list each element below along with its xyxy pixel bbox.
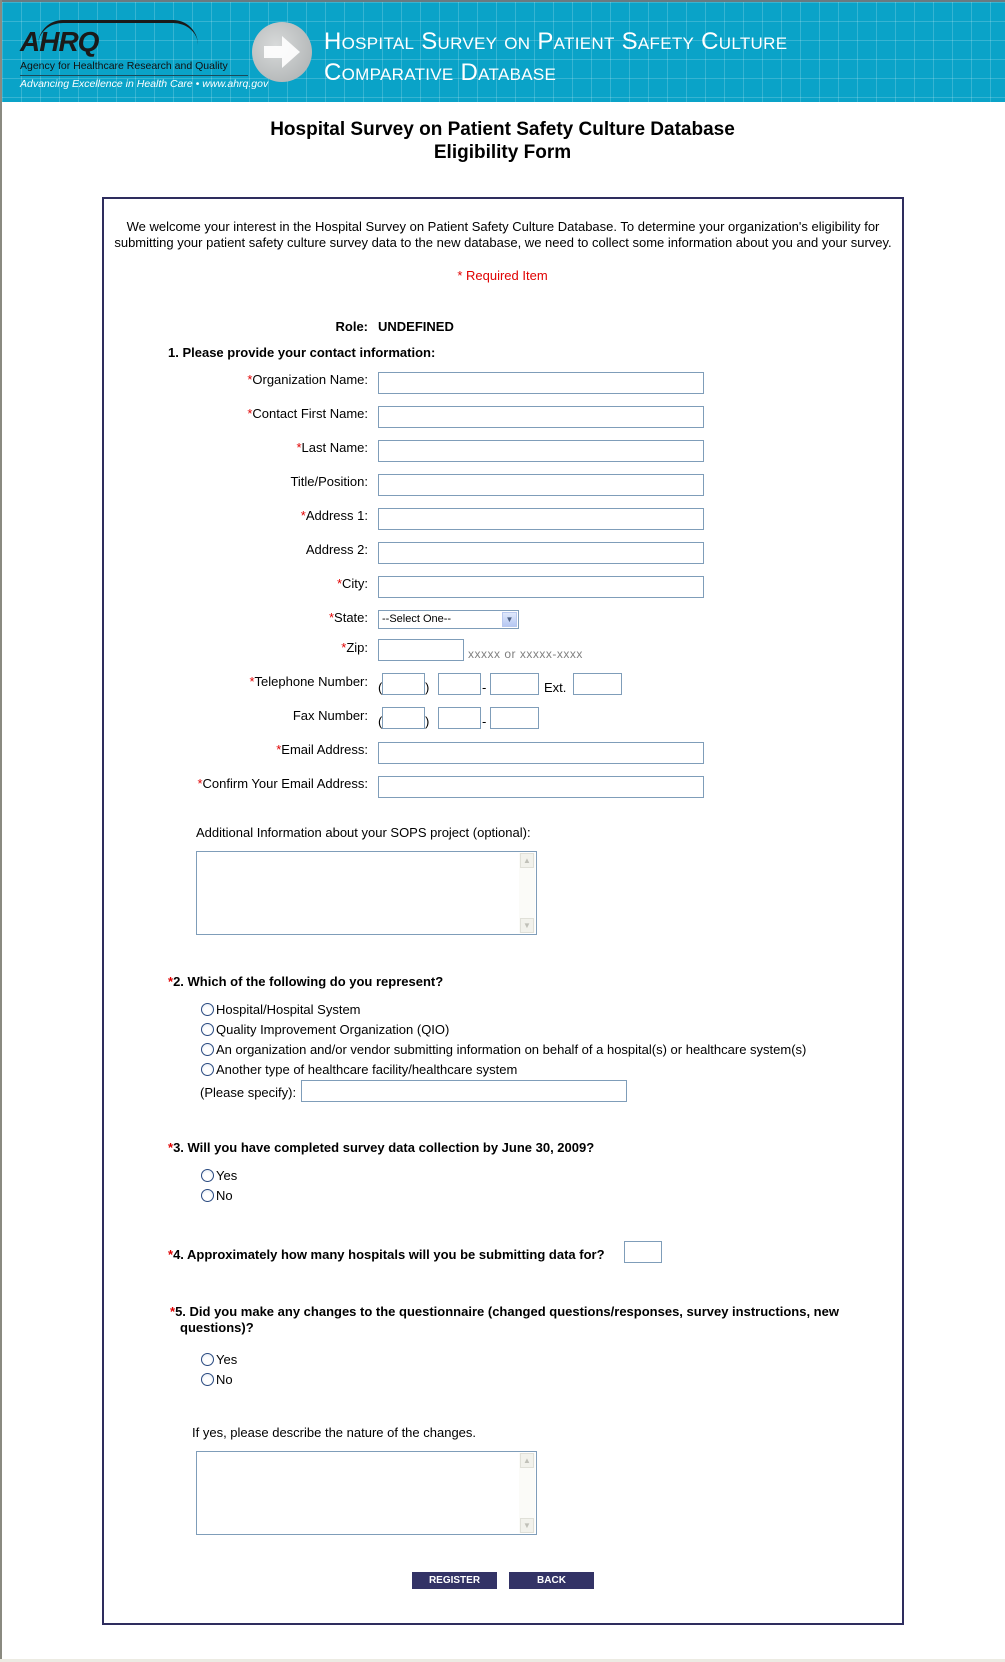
additional-info-textarea[interactable] — [196, 851, 537, 935]
zip-input[interactable] — [378, 639, 464, 661]
describe-changes-textarea[interactable] — [196, 1451, 537, 1535]
q3-title — [168, 1140, 594, 1155]
address2-label: Address 2: — [305, 542, 368, 557]
role-value: UNDEFINED — [378, 319, 454, 334]
q4-title — [168, 1247, 605, 1262]
last-name-input[interactable] — [378, 440, 704, 462]
q2-radio-hospital[interactable] — [201, 1003, 214, 1016]
label-text: City: — [342, 576, 368, 591]
scroll-up-icon[interactable]: ▲ — [520, 853, 534, 868]
scroll-down-icon[interactable]: ▼ — [520, 1518, 534, 1533]
describe-changes-label: If yes, please describe the nature of the changes. — [192, 1425, 477, 1440]
q2-title — [168, 974, 443, 989]
required-star: * — [249, 674, 255, 689]
first-name-label — [160, 406, 368, 421]
ahrq-logo[interactable] — [20, 20, 269, 90]
question-text-continued: questions)? — [180, 1320, 254, 1335]
required-star: * — [336, 576, 342, 591]
required-star: * — [296, 440, 302, 455]
phone-area-code-input[interactable] — [382, 673, 425, 695]
label-text: Contact First Name: — [252, 406, 368, 421]
label-text: Confirm Your Email Address: — [202, 776, 368, 791]
address2-input[interactable] — [378, 542, 704, 564]
fax-close-paren: ) — [425, 714, 430, 729]
please-specify-label: (Please specify): — [200, 1085, 297, 1100]
q5-option-label: No — [216, 1372, 233, 1387]
q2-option-label: Hospital/Hospital System — [216, 1002, 361, 1017]
agency-name: Agency for Healthcare Research and Quality — [20, 60, 228, 72]
logo-text: AHRQ — [20, 26, 99, 57]
phone-ext-input[interactable] — [573, 673, 622, 695]
q2-option-label: Another type of healthcare facility/healthcare system — [216, 1062, 518, 1077]
q2-radio-qio[interactable] — [201, 1023, 214, 1036]
arrow-right-icon — [252, 22, 312, 82]
phone-open-paren: ( — [378, 680, 383, 695]
address1-input[interactable] — [378, 508, 704, 530]
required-note: * Required Item — [457, 268, 548, 283]
phone-prefix-input[interactable] — [438, 673, 481, 695]
q2-radio-other[interactable] — [201, 1063, 214, 1076]
state-label — [160, 610, 368, 625]
confirm-email-label — [140, 776, 368, 791]
confirm-email-input[interactable] — [378, 776, 704, 798]
label-text: Organization Name: — [252, 372, 368, 387]
title-position-input[interactable] — [378, 474, 704, 496]
fax-line-input[interactable] — [490, 707, 539, 729]
banner-title — [324, 26, 787, 88]
q5-title — [170, 1304, 839, 1336]
scroll-down-icon[interactable]: ▼ — [520, 918, 534, 933]
label-text: State: — [334, 610, 368, 625]
q2-radio-vendor[interactable] — [201, 1043, 214, 1056]
q5-radio-no[interactable] — [201, 1373, 214, 1386]
required-star: * — [328, 610, 335, 625]
window-left-edge — [0, 0, 2, 1662]
question-text: 5. Did you make any changes to the questionnaire (changed questions/responses, survey instructions, new — [175, 1304, 839, 1319]
q2-option-label: Quality Improvement Organization (QIO) — [216, 1022, 450, 1037]
required-star: * — [170, 1304, 176, 1319]
phone-close-paren: ) — [425, 680, 430, 695]
q5-option-label: Yes — [216, 1352, 238, 1367]
header-banner — [2, 0, 1005, 102]
hospital-count-input[interactable] — [624, 1241, 662, 1263]
org-name-input[interactable] — [378, 372, 704, 394]
q1-title: 1. Please provide your contact information: — [168, 345, 436, 360]
scroll-up-icon[interactable]: ▲ — [520, 1453, 534, 1468]
fax-open-paren: ( — [378, 714, 383, 729]
required-star: * — [168, 1247, 174, 1262]
please-specify-input[interactable] — [301, 1080, 627, 1102]
textarea-scrollbar[interactable] — [519, 1453, 535, 1533]
role-label: Role: — [335, 319, 368, 334]
q3-option-label: Yes — [216, 1168, 238, 1183]
additional-info-label: Additional Information about your SOPS project (optional): — [196, 825, 531, 840]
required-star: * — [168, 974, 174, 989]
state-select[interactable] — [378, 610, 519, 629]
fax-prefix-input[interactable] — [438, 707, 481, 729]
banner-title-line1: Hospital Survey on Patient Safety Culture — [324, 28, 788, 55]
page-title — [0, 118, 1005, 164]
register-button[interactable]: REGISTER — [412, 1572, 497, 1589]
label-text: Zip: — [346, 640, 368, 655]
required-star: * — [341, 640, 347, 655]
q3-option-label: No — [216, 1188, 233, 1203]
required-star: * — [168, 1140, 174, 1155]
phone-line-input[interactable] — [490, 673, 539, 695]
city-label — [160, 576, 368, 591]
required-star: * — [300, 508, 306, 523]
phone-dash: - — [482, 680, 487, 695]
chevron-down-icon[interactable]: ▼ — [502, 612, 517, 627]
fax-label: Fax Number: — [292, 708, 368, 723]
label-text: Last Name: — [301, 440, 368, 455]
question-text: 4. Approximately how many hospitals will you be submitting data for? — [173, 1247, 605, 1262]
title-position-label: Title/Position: — [290, 474, 368, 489]
question-text: 2. Which of the following do you represent? — [173, 974, 444, 989]
banner-title-line2: Comparative Database — [324, 59, 557, 86]
city-input[interactable] — [378, 576, 704, 598]
zip-format-hint: xxxxx or xxxxx-xxxx — [468, 647, 583, 661]
fax-dash: - — [482, 714, 487, 729]
email-label — [160, 742, 368, 757]
question-text: 3. Will you have completed survey data collection by June 30, 2009? — [173, 1140, 595, 1155]
required-star: * — [197, 776, 203, 791]
fax-area-code-input[interactable] — [382, 707, 425, 729]
back-button[interactable]: BACK — [509, 1572, 594, 1589]
required-star: * — [247, 372, 253, 387]
logo-divider — [20, 75, 248, 76]
zip-label — [160, 640, 368, 655]
textarea-scrollbar[interactable] — [519, 853, 535, 933]
first-name-input[interactable] — [378, 406, 704, 428]
q5-radio-yes[interactable] — [201, 1353, 214, 1366]
label-text: Telephone Number: — [254, 674, 368, 689]
phone-ext-label: Ext. — [544, 680, 567, 695]
label-text: Email Address: — [281, 742, 368, 757]
label-text: Address 1: — [305, 508, 368, 523]
required-star: * — [276, 742, 282, 757]
last-name-label — [160, 440, 368, 455]
email-input[interactable] — [378, 742, 704, 764]
org-name-label — [160, 372, 368, 387]
address1-label — [160, 508, 368, 523]
intro-text: We welcome your interest in the Hospital Survey on Patient Safety Culture Database. To determine your organization's eligibility for submitting your patient safety culture survey data to the new database, we need to collect some information about you and your survey. — [114, 219, 892, 250]
agency-tagline: Advancing Excellence in Health Care • www.ahrq.gov — [20, 78, 269, 90]
phone-label — [160, 674, 368, 689]
state-selected-value: --Select One-- — [382, 613, 452, 625]
q2-option-label: An organization and/or vendor submitting information on behalf of a hospital(s) or healthcare system(s) — [216, 1042, 807, 1057]
q3-radio-yes[interactable] — [201, 1169, 214, 1182]
required-star: * — [247, 406, 253, 421]
page-title-line2: Eligibility Form — [433, 142, 572, 163]
q3-radio-no[interactable] — [201, 1189, 214, 1202]
page-title-line1: Hospital Survey on Patient Safety Culture Database — [270, 119, 735, 140]
